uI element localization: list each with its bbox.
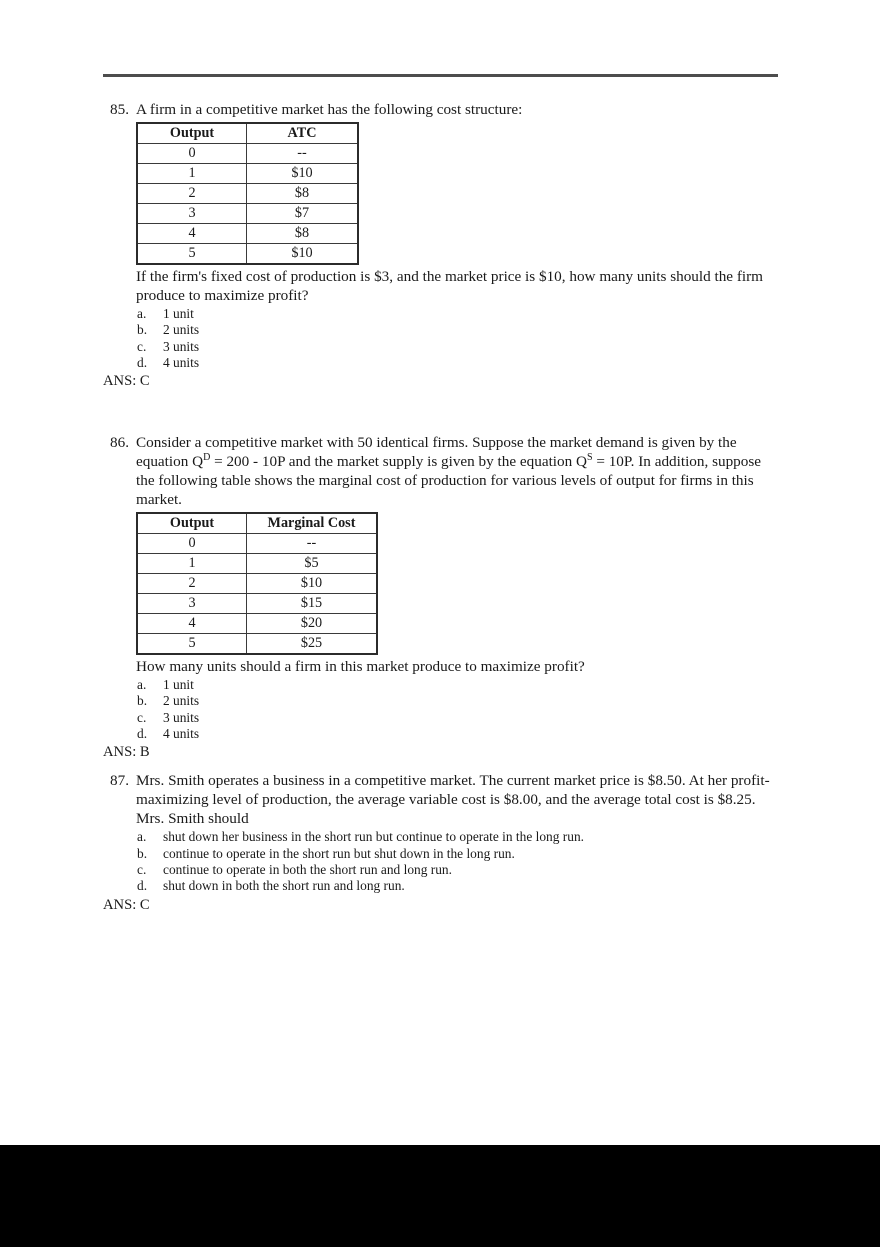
cell-output: 2 bbox=[137, 574, 247, 594]
option-c[interactable] bbox=[0, 862, 880, 878]
table-row bbox=[137, 574, 377, 594]
question-86-options bbox=[0, 677, 880, 742]
question-85 bbox=[0, 100, 880, 391]
option-d-text: shut down in both the short run and long run. bbox=[163, 878, 405, 894]
cell-marginal-cost: $20 bbox=[247, 614, 378, 634]
table-header-row bbox=[137, 513, 377, 534]
option-c-text: continue to operate in both the short run and long run. bbox=[163, 861, 452, 877]
option-a[interactable] bbox=[0, 829, 880, 845]
cell-atc: $8 bbox=[247, 184, 359, 204]
scan-artifact-bar bbox=[0, 1145, 880, 1247]
option-b-letter: b. bbox=[137, 845, 148, 861]
cell-marginal-cost: $10 bbox=[247, 574, 378, 594]
option-a[interactable] bbox=[0, 677, 880, 693]
cell-output: 1 bbox=[137, 164, 247, 184]
option-c-text: 3 units bbox=[163, 338, 200, 354]
option-a[interactable] bbox=[0, 306, 880, 322]
table-row bbox=[137, 184, 358, 204]
cell-output: 5 bbox=[137, 244, 247, 265]
question-87-answer: ANS: C bbox=[103, 896, 150, 913]
question-86-answer: ANS: B bbox=[103, 744, 150, 761]
option-d-letter: d. bbox=[137, 878, 148, 894]
table-row bbox=[137, 554, 377, 574]
option-d[interactable] bbox=[0, 878, 880, 894]
table-row bbox=[137, 224, 358, 244]
option-c-letter: c. bbox=[137, 709, 147, 725]
cell-output: 3 bbox=[137, 594, 247, 614]
table-row bbox=[137, 244, 358, 265]
question-86-stem-part2: = 200 - 10P and the market supply is given by the equation Q bbox=[210, 453, 587, 471]
question-87-stem: Mrs. Smith operates a business in a competitive market. The current market price is $8.50. At her profit-maximizing level of production, the average variable cost is $8.00, and the average total cost is $8.25. Mrs. Smith should bbox=[136, 772, 770, 828]
option-a-text: shut down her business in the short run but continue to operate in the long run. bbox=[163, 829, 584, 845]
cell-output: 4 bbox=[137, 614, 247, 634]
question-85-options bbox=[0, 306, 880, 371]
cell-output: 3 bbox=[137, 204, 247, 224]
option-d[interactable] bbox=[0, 726, 880, 742]
question-85-stem: A firm in a competitive market has the following cost structure: bbox=[136, 101, 523, 118]
page-content bbox=[0, 100, 880, 915]
option-c-text: 3 units bbox=[163, 709, 200, 725]
cell-output: 0 bbox=[137, 534, 247, 554]
question-86-number: 86. bbox=[110, 434, 129, 452]
option-b[interactable] bbox=[0, 322, 880, 338]
question-86 bbox=[0, 433, 880, 762]
option-a-letter: a. bbox=[137, 306, 147, 321]
option-a-text: 1 unit bbox=[163, 677, 194, 693]
cell-atc: $10 bbox=[247, 244, 359, 265]
option-b-letter: b. bbox=[137, 693, 148, 709]
option-c-letter: c. bbox=[137, 338, 147, 354]
column-header-atc: ATC bbox=[247, 123, 359, 144]
section-gap bbox=[0, 762, 880, 771]
table-row bbox=[137, 164, 358, 184]
header-rule bbox=[103, 74, 778, 77]
option-d[interactable] bbox=[0, 355, 880, 371]
demand-superscript: D bbox=[203, 452, 211, 464]
question-86-stem-part3: = 10P. In addition, suppose the following table shows the marginal cost of production for various levels of output for firms in this market. bbox=[136, 453, 762, 509]
option-c[interactable] bbox=[0, 339, 880, 355]
cell-output: 1 bbox=[137, 554, 247, 574]
supply-superscript: S bbox=[586, 452, 593, 464]
cell-output: 2 bbox=[137, 184, 247, 204]
option-b-text: 2 units bbox=[163, 693, 200, 709]
question-85-followup: If the firm's fixed cost of production is $3, and the market price is $10, how many units should the firm produce to maximize profit? bbox=[136, 268, 763, 304]
option-b-text: 2 units bbox=[163, 322, 200, 338]
table-row bbox=[137, 534, 377, 554]
question-87-stem-row bbox=[0, 771, 880, 828]
option-a-letter: a. bbox=[137, 677, 147, 693]
table-header-row bbox=[137, 123, 358, 144]
option-b-letter: b. bbox=[137, 322, 148, 338]
option-d-letter: d. bbox=[137, 354, 148, 370]
option-c[interactable] bbox=[0, 710, 880, 726]
question-85-number: 85. bbox=[110, 101, 129, 118]
table-row bbox=[137, 634, 377, 655]
question-86-stem-row bbox=[0, 433, 880, 509]
cell-marginal-cost: $5 bbox=[247, 554, 378, 574]
question-86-stem-part1: Consider a competitive market with 50 identical firms. Suppose the market demand is given by the equation Q bbox=[136, 434, 737, 471]
cell-atc: -- bbox=[247, 144, 359, 164]
cell-output: 4 bbox=[137, 224, 247, 244]
option-d-text: 4 units bbox=[163, 354, 200, 370]
cell-marginal-cost: $15 bbox=[247, 594, 378, 614]
cell-output: 0 bbox=[137, 144, 247, 164]
table-row bbox=[137, 144, 358, 164]
column-header-marginal-cost: Marginal Cost bbox=[247, 513, 378, 534]
option-a-text: 1 unit bbox=[163, 306, 194, 321]
question-86-stem bbox=[136, 433, 780, 509]
table-row bbox=[137, 204, 358, 224]
cell-atc: $10 bbox=[247, 164, 359, 184]
question-86-table bbox=[136, 512, 378, 655]
table-row bbox=[137, 614, 377, 634]
question-85-answer: ANS: C bbox=[103, 373, 150, 390]
cell-atc: $8 bbox=[247, 224, 359, 244]
cell-output: 5 bbox=[137, 634, 247, 655]
option-a-letter: a. bbox=[137, 829, 147, 845]
question-85-stem-row bbox=[0, 100, 880, 119]
question-87 bbox=[0, 771, 880, 914]
question-86-followup: How many units should a firm in this market produce to maximize profit? bbox=[136, 658, 585, 676]
option-c-letter: c. bbox=[137, 861, 147, 877]
option-b-text: continue to operate in the short run but shut down in the long run. bbox=[163, 845, 515, 861]
option-b[interactable] bbox=[0, 846, 880, 862]
question-87-options bbox=[0, 829, 880, 894]
question-87-number: 87. bbox=[110, 772, 129, 790]
cell-marginal-cost: $25 bbox=[247, 634, 378, 655]
column-header-output: Output bbox=[137, 513, 247, 534]
question-85-table bbox=[136, 122, 359, 265]
cell-atc: $7 bbox=[247, 204, 359, 224]
option-b[interactable] bbox=[0, 693, 880, 709]
section-gap bbox=[0, 391, 880, 433]
column-header-output: Output bbox=[137, 123, 247, 144]
cell-marginal-cost: -- bbox=[247, 534, 378, 554]
table-row bbox=[137, 594, 377, 614]
option-d-text: 4 units bbox=[163, 726, 200, 742]
option-d-letter: d. bbox=[137, 726, 148, 742]
